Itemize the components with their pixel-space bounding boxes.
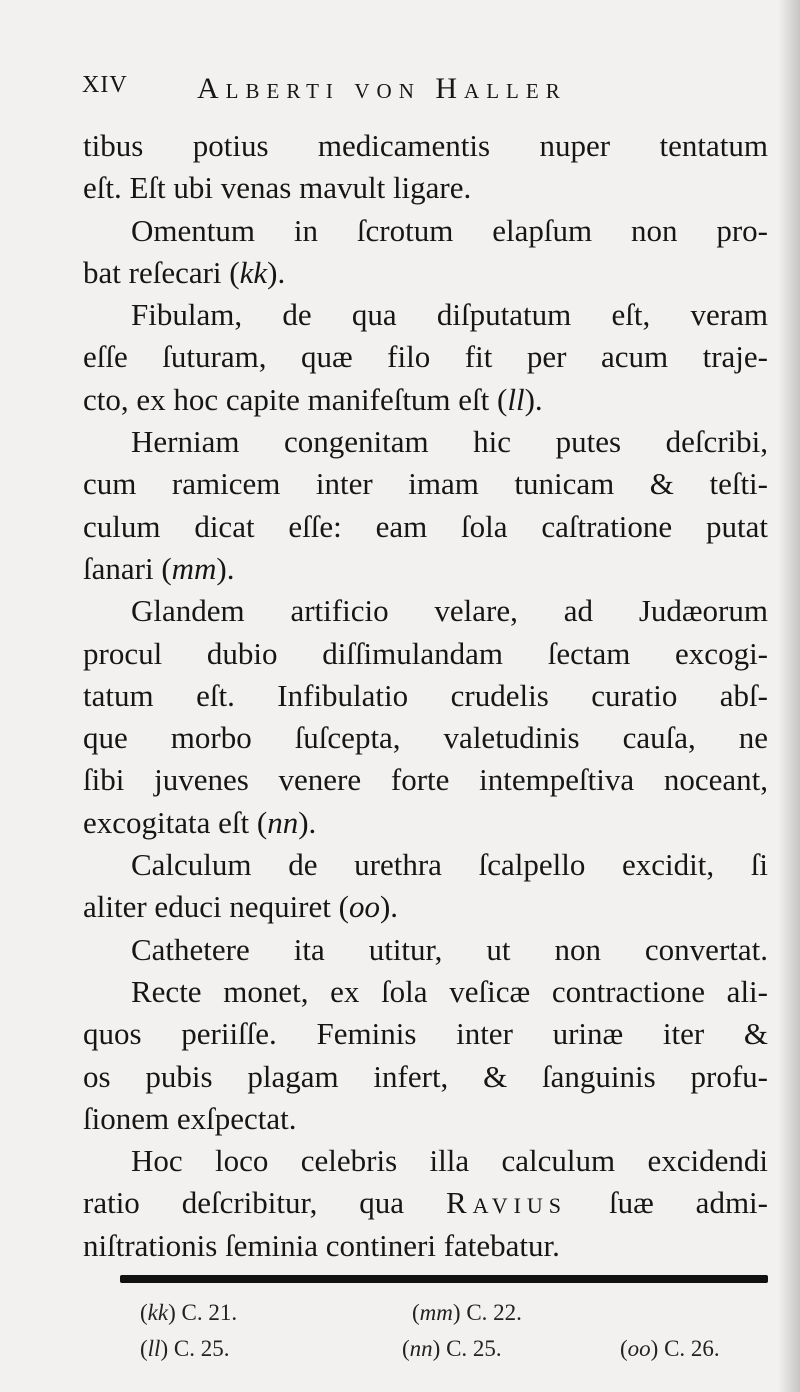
footnote-nn: (nn) C. 25. (402, 1336, 502, 1361)
footnote-oo: (oo) C. 26. (620, 1336, 720, 1361)
text-line (83, 252, 768, 294)
page-number: XIV (82, 72, 128, 98)
text-line: Fibulam, de qua diſputatum eſt, veram (131, 297, 768, 333)
text-fragment: bat reſecari ( (83, 254, 240, 290)
text-fragment: cto, ex hoc capite manifeſtum eſt ( (83, 381, 508, 417)
text-fragment: ſuæ admi- (608, 1185, 768, 1221)
page-edge-shadow (778, 0, 800, 1392)
author-name: Ravius (445, 1185, 568, 1221)
text-line: Calculum de urethra ſcalpello excidit, ſi (131, 847, 768, 883)
text-fragment: ſanari ( (83, 550, 172, 586)
text-line: que morbo ſuſcepta, valetudinis cauſa, ne (83, 720, 768, 756)
text-line (83, 1182, 768, 1224)
text-line: Glandem artificio velare, ad Judæorum (131, 593, 768, 629)
body-text (83, 125, 768, 1267)
text-line: eſt. Eſt ubi venas mavult ligare. (83, 170, 472, 206)
text-line: tibus potius medicamentis nuper tentatum (83, 128, 768, 163)
footnote-ref-mm[interactable]: mm (171, 550, 217, 586)
text-fragment: ). (524, 381, 543, 417)
text-line: Hoc loco celebris illa calculum excidendi (131, 1143, 768, 1179)
text-line: ſibi juvenes venere forte intempeſtiva noceant, (83, 762, 768, 798)
text-line: Cathetere ita utitur, ut non convertat. (131, 931, 768, 967)
text-line: procul dubio diſſimulandam ſectam excogi- (83, 635, 768, 671)
footnote-rule (120, 1275, 768, 1283)
text-line: Recte monet, ex ſola veſicæ contractione ali- (131, 973, 768, 1009)
text-line: tatum eſt. Infibulatio crudelis curatio abſ- (83, 677, 768, 713)
text-line: culum dicat eſſe: eam ſola caſtratione putat (83, 508, 768, 544)
text-line: Omentum in ſcrotum elapſum non pro- (131, 212, 768, 248)
text-fragment: ). (216, 550, 235, 586)
text-line (83, 548, 768, 590)
text-fragment: aliter educi nequiret ( (83, 889, 349, 925)
footnote-ref-nn[interactable]: nn (267, 804, 299, 840)
text-fragment: ). (379, 889, 399, 925)
text-line: cum ramicem inter imam tunicam & teſti- (83, 466, 768, 502)
text-line: niſtrationis ſeminia contineri fatebatur. (83, 1227, 560, 1263)
text-line: quos periiſſe. Feminis inter urinæ iter & (83, 1016, 768, 1052)
text-fragment: ). (267, 254, 286, 290)
footnote-ref-kk[interactable]: kk (239, 254, 268, 290)
footnote-ref-oo[interactable]: oo (348, 889, 380, 925)
text-fragment: ratio deſcribitur, qua (83, 1185, 405, 1221)
text-line (83, 886, 768, 928)
text-line: eſſe ſuturam, quæ filo fit per acum traje- (83, 339, 768, 375)
text-line (83, 379, 768, 421)
footnote-mm: (mm) C. 22. (412, 1300, 522, 1325)
running-title: Alberti von Haller (197, 72, 567, 105)
page-header (82, 72, 682, 112)
footnote-kk: (kk) C. 21. (140, 1300, 238, 1325)
text-fragment: excogitata eſt ( (83, 804, 268, 840)
text-line (83, 802, 768, 844)
footnote-ll: (ll) C. 25. (140, 1336, 230, 1361)
text-line: Herniam congenitam hic putes deſcribi, (131, 424, 768, 460)
text-fragment: ). (298, 804, 317, 840)
footnote-ref-ll[interactable]: ll (507, 381, 525, 417)
text-line: ſionem exſpectat. (83, 1100, 297, 1136)
text-line: os pubis plagam infert, & ſanguinis profu- (83, 1058, 768, 1094)
